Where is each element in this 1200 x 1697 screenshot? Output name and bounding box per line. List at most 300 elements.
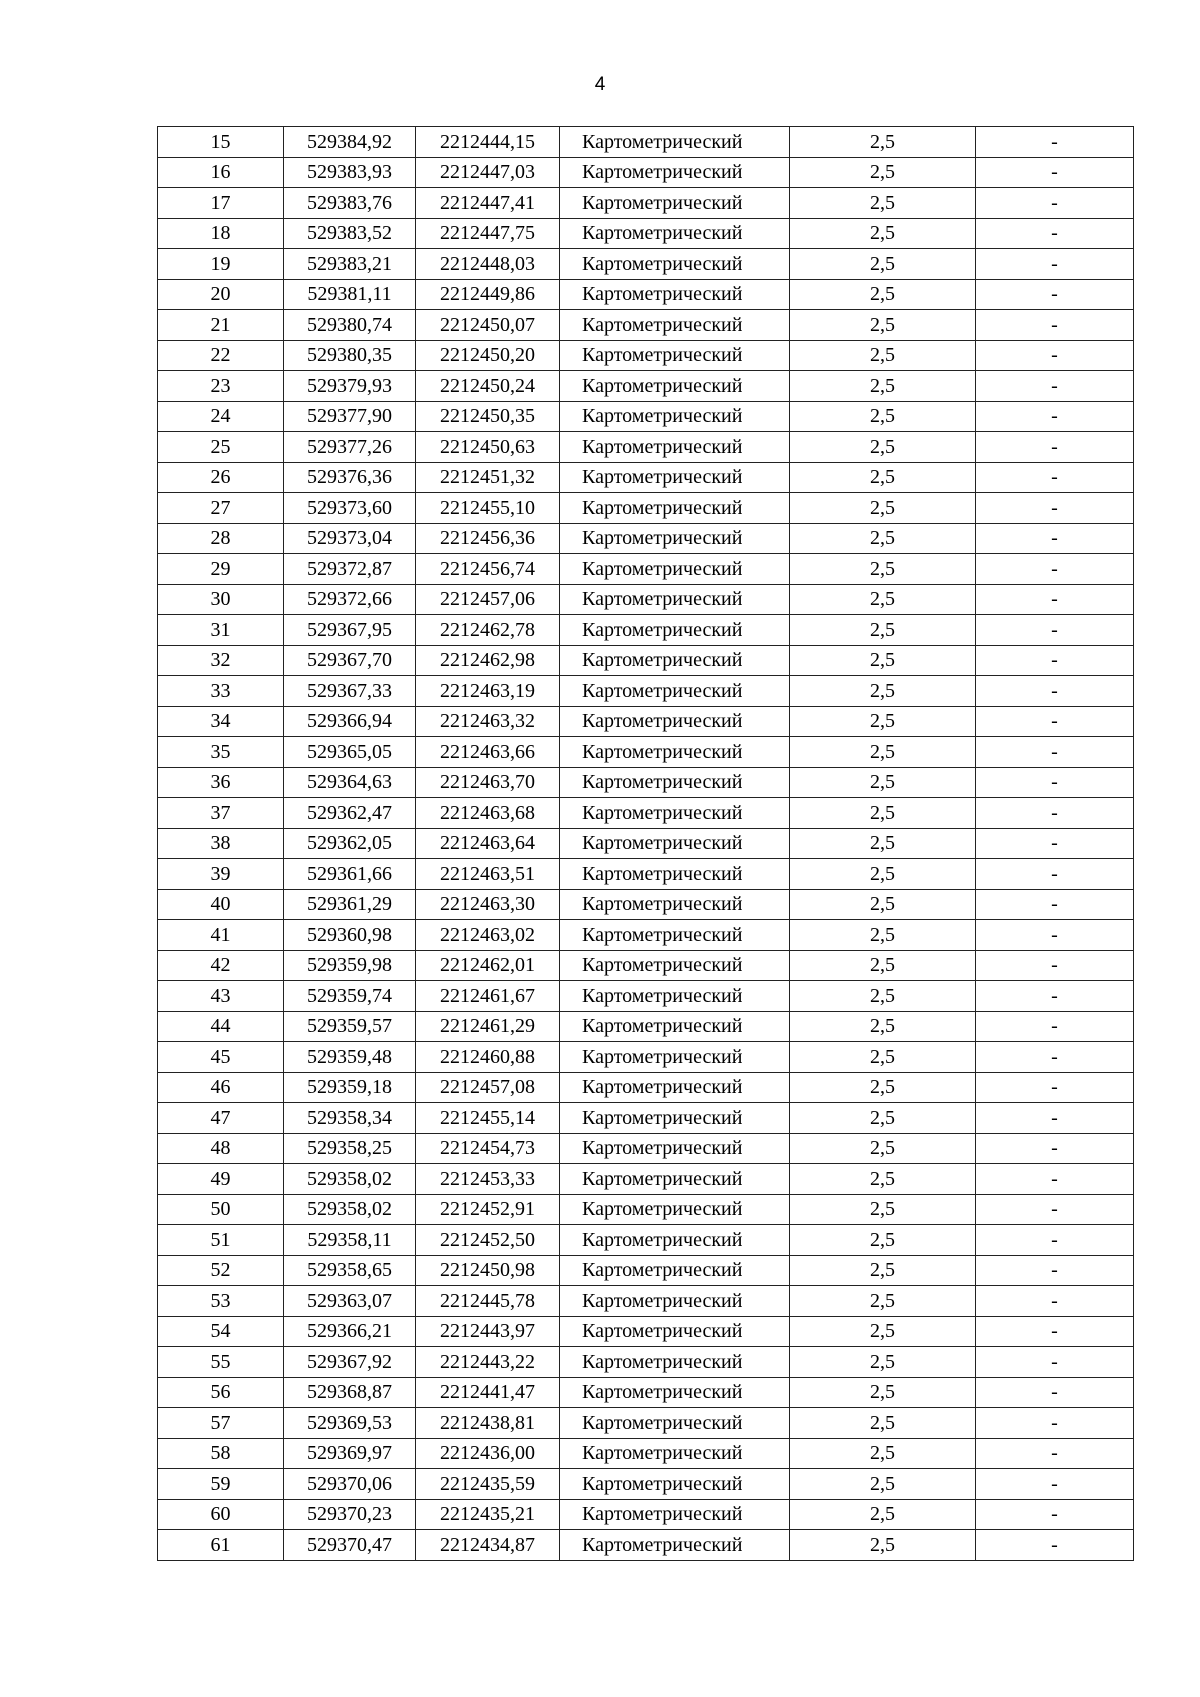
cell-x-coordinate: 529379,93 <box>284 371 416 402</box>
cell-y-coordinate: 2212452,50 <box>416 1225 560 1256</box>
cell-point-number: 31 <box>158 615 284 646</box>
cell-method: Картометрический <box>560 950 790 981</box>
table-row <box>158 1072 1134 1103</box>
cell-x-coordinate: 529365,05 <box>284 737 416 768</box>
cell-y-coordinate: 2212447,41 <box>416 188 560 219</box>
cell-method: Картометрический <box>560 1347 790 1378</box>
cell-note: - <box>976 1347 1134 1378</box>
table-row <box>158 1225 1134 1256</box>
cell-method: Картометрический <box>560 767 790 798</box>
cell-accuracy: 2,5 <box>790 1286 976 1317</box>
cell-note: - <box>976 767 1134 798</box>
cell-note: - <box>976 218 1134 249</box>
cell-accuracy: 2,5 <box>790 249 976 280</box>
cell-accuracy: 2,5 <box>790 1133 976 1164</box>
cell-x-coordinate: 529383,21 <box>284 249 416 280</box>
table-row <box>158 645 1134 676</box>
cell-y-coordinate: 2212450,20 <box>416 340 560 371</box>
cell-x-coordinate: 529366,21 <box>284 1316 416 1347</box>
cell-note: - <box>976 645 1134 676</box>
cell-y-coordinate: 2212463,68 <box>416 798 560 829</box>
cell-note: - <box>976 1377 1134 1408</box>
cell-accuracy: 2,5 <box>790 676 976 707</box>
cell-x-coordinate: 529366,94 <box>284 706 416 737</box>
cell-accuracy: 2,5 <box>790 401 976 432</box>
table-row <box>158 828 1134 859</box>
cell-note: - <box>976 371 1134 402</box>
cell-x-coordinate: 529381,11 <box>284 279 416 310</box>
cell-x-coordinate: 529359,98 <box>284 950 416 981</box>
table-row <box>158 1408 1134 1439</box>
cell-x-coordinate: 529358,25 <box>284 1133 416 1164</box>
cell-accuracy: 2,5 <box>790 1408 976 1439</box>
cell-note: - <box>976 1316 1134 1347</box>
cell-x-coordinate: 529372,87 <box>284 554 416 585</box>
cell-accuracy: 2,5 <box>790 1316 976 1347</box>
table-row <box>158 218 1134 249</box>
cell-accuracy: 2,5 <box>790 188 976 219</box>
cell-point-number: 23 <box>158 371 284 402</box>
table-row <box>158 188 1134 219</box>
cell-note: - <box>976 615 1134 646</box>
table-row <box>158 1164 1134 1195</box>
cell-note: - <box>976 1194 1134 1225</box>
cell-note: - <box>976 828 1134 859</box>
cell-point-number: 42 <box>158 950 284 981</box>
cell-y-coordinate: 2212436,00 <box>416 1438 560 1469</box>
cell-method: Картометрический <box>560 889 790 920</box>
cell-method: Картометрический <box>560 1072 790 1103</box>
cell-accuracy: 2,5 <box>790 218 976 249</box>
cell-y-coordinate: 2212457,06 <box>416 584 560 615</box>
cell-note: - <box>976 859 1134 890</box>
cell-method: Картометрический <box>560 1377 790 1408</box>
cell-point-number: 25 <box>158 432 284 463</box>
cell-note: - <box>976 1072 1134 1103</box>
cell-note: - <box>976 1164 1134 1195</box>
cell-point-number: 51 <box>158 1225 284 1256</box>
cell-note: - <box>976 493 1134 524</box>
cell-x-coordinate: 529359,57 <box>284 1011 416 1042</box>
cell-accuracy: 2,5 <box>790 950 976 981</box>
table-row <box>158 1255 1134 1286</box>
cell-point-number: 44 <box>158 1011 284 1042</box>
cell-point-number: 34 <box>158 706 284 737</box>
cell-x-coordinate: 529377,90 <box>284 401 416 432</box>
cell-y-coordinate: 2212452,91 <box>416 1194 560 1225</box>
cell-note: - <box>976 1103 1134 1134</box>
cell-note: - <box>976 1438 1134 1469</box>
cell-y-coordinate: 2212463,70 <box>416 767 560 798</box>
cell-accuracy: 2,5 <box>790 1469 976 1500</box>
cell-x-coordinate: 529367,33 <box>284 676 416 707</box>
cell-accuracy: 2,5 <box>790 432 976 463</box>
cell-accuracy: 2,5 <box>790 1255 976 1286</box>
table-row <box>158 1530 1134 1561</box>
cell-y-coordinate: 2212455,14 <box>416 1103 560 1134</box>
cell-point-number: 20 <box>158 279 284 310</box>
table-row <box>158 767 1134 798</box>
cell-accuracy: 2,5 <box>790 523 976 554</box>
cell-point-number: 28 <box>158 523 284 554</box>
cell-x-coordinate: 529362,05 <box>284 828 416 859</box>
cell-note: - <box>976 798 1134 829</box>
cell-method: Картометрический <box>560 828 790 859</box>
cell-accuracy: 2,5 <box>790 462 976 493</box>
cell-y-coordinate: 2212450,98 <box>416 1255 560 1286</box>
cell-x-coordinate: 529359,48 <box>284 1042 416 1073</box>
table-row <box>158 249 1134 280</box>
cell-y-coordinate: 2212462,01 <box>416 950 560 981</box>
cell-y-coordinate: 2212444,15 <box>416 127 560 158</box>
table-row <box>158 340 1134 371</box>
cell-y-coordinate: 2212441,47 <box>416 1377 560 1408</box>
table-row <box>158 1103 1134 1134</box>
cell-method: Картометрический <box>560 401 790 432</box>
cell-accuracy: 2,5 <box>790 1164 976 1195</box>
cell-note: - <box>976 950 1134 981</box>
cell-point-number: 48 <box>158 1133 284 1164</box>
cell-method: Картометрический <box>560 127 790 158</box>
cell-point-number: 56 <box>158 1377 284 1408</box>
cell-y-coordinate: 2212457,08 <box>416 1072 560 1103</box>
cell-point-number: 29 <box>158 554 284 585</box>
cell-point-number: 40 <box>158 889 284 920</box>
cell-note: - <box>976 279 1134 310</box>
cell-note: - <box>976 127 1134 158</box>
cell-method: Картометрический <box>560 188 790 219</box>
cell-note: - <box>976 676 1134 707</box>
cell-note: - <box>976 981 1134 1012</box>
cell-note: - <box>976 737 1134 768</box>
cell-method: Картометрический <box>560 1255 790 1286</box>
table-row <box>158 493 1134 524</box>
cell-accuracy: 2,5 <box>790 1194 976 1225</box>
cell-y-coordinate: 2212460,88 <box>416 1042 560 1073</box>
cell-method: Картометрический <box>560 340 790 371</box>
cell-x-coordinate: 529369,97 <box>284 1438 416 1469</box>
cell-y-coordinate: 2212447,75 <box>416 218 560 249</box>
cell-y-coordinate: 2212463,32 <box>416 706 560 737</box>
cell-x-coordinate: 529359,74 <box>284 981 416 1012</box>
cell-y-coordinate: 2212453,33 <box>416 1164 560 1195</box>
cell-accuracy: 2,5 <box>790 371 976 402</box>
cell-method: Картометрический <box>560 157 790 188</box>
cell-point-number: 26 <box>158 462 284 493</box>
cell-point-number: 19 <box>158 249 284 280</box>
cell-method: Картометрический <box>560 1164 790 1195</box>
cell-y-coordinate: 2212461,67 <box>416 981 560 1012</box>
cell-method: Картометрический <box>560 1408 790 1439</box>
cell-note: - <box>976 889 1134 920</box>
cell-y-coordinate: 2212435,21 <box>416 1499 560 1530</box>
cell-y-coordinate: 2212445,78 <box>416 1286 560 1317</box>
cell-method: Картометрический <box>560 1042 790 1073</box>
cell-accuracy: 2,5 <box>790 1103 976 1134</box>
cell-y-coordinate: 2212454,73 <box>416 1133 560 1164</box>
cell-y-coordinate: 2212456,36 <box>416 523 560 554</box>
cell-accuracy: 2,5 <box>790 279 976 310</box>
cell-accuracy: 2,5 <box>790 767 976 798</box>
cell-x-coordinate: 529383,52 <box>284 218 416 249</box>
cell-x-coordinate: 529372,66 <box>284 584 416 615</box>
cell-note: - <box>976 1499 1134 1530</box>
cell-method: Картометрический <box>560 554 790 585</box>
page-number: 4 <box>594 74 606 95</box>
cell-accuracy: 2,5 <box>790 615 976 646</box>
cell-method: Картометрический <box>560 737 790 768</box>
cell-note: - <box>976 584 1134 615</box>
cell-note: - <box>976 401 1134 432</box>
table-row <box>158 432 1134 463</box>
table-row <box>158 127 1134 158</box>
cell-point-number: 45 <box>158 1042 284 1073</box>
cell-note: - <box>976 157 1134 188</box>
cell-y-coordinate: 2212447,03 <box>416 157 560 188</box>
cell-accuracy: 2,5 <box>790 584 976 615</box>
cell-accuracy: 2,5 <box>790 1225 976 1256</box>
cell-x-coordinate: 529368,87 <box>284 1377 416 1408</box>
cell-y-coordinate: 2212451,32 <box>416 462 560 493</box>
cell-point-number: 46 <box>158 1072 284 1103</box>
cell-y-coordinate: 2212450,63 <box>416 432 560 463</box>
cell-point-number: 21 <box>158 310 284 341</box>
cell-point-number: 35 <box>158 737 284 768</box>
cell-y-coordinate: 2212448,03 <box>416 249 560 280</box>
cell-method: Картометрический <box>560 706 790 737</box>
cell-note: - <box>976 340 1134 371</box>
cell-x-coordinate: 529358,34 <box>284 1103 416 1134</box>
cell-y-coordinate: 2212463,30 <box>416 889 560 920</box>
cell-point-number: 60 <box>158 1499 284 1530</box>
cell-x-coordinate: 529361,29 <box>284 889 416 920</box>
cell-y-coordinate: 2212462,78 <box>416 615 560 646</box>
table-row <box>158 1347 1134 1378</box>
cell-y-coordinate: 2212450,24 <box>416 371 560 402</box>
table-row <box>158 889 1134 920</box>
cell-x-coordinate: 529360,98 <box>284 920 416 951</box>
cell-method: Картометрический <box>560 371 790 402</box>
table-row <box>158 310 1134 341</box>
cell-note: - <box>976 310 1134 341</box>
cell-accuracy: 2,5 <box>790 981 976 1012</box>
cell-point-number: 36 <box>158 767 284 798</box>
cell-point-number: 61 <box>158 1530 284 1561</box>
cell-point-number: 37 <box>158 798 284 829</box>
cell-accuracy: 2,5 <box>790 493 976 524</box>
cell-accuracy: 2,5 <box>790 1072 976 1103</box>
cell-point-number: 22 <box>158 340 284 371</box>
cell-y-coordinate: 2212456,74 <box>416 554 560 585</box>
cell-x-coordinate: 529384,92 <box>284 127 416 158</box>
cell-note: - <box>976 1408 1134 1439</box>
cell-note: - <box>976 188 1134 219</box>
cell-note: - <box>976 249 1134 280</box>
cell-method: Картометрический <box>560 1011 790 1042</box>
cell-note: - <box>976 523 1134 554</box>
cell-point-number: 17 <box>158 188 284 219</box>
cell-y-coordinate: 2212463,51 <box>416 859 560 890</box>
cell-method: Картометрический <box>560 279 790 310</box>
cell-point-number: 18 <box>158 218 284 249</box>
cell-method: Картометрический <box>560 676 790 707</box>
table-row <box>158 1133 1134 1164</box>
cell-y-coordinate: 2212449,86 <box>416 279 560 310</box>
table-row <box>158 1011 1134 1042</box>
cell-method: Картометрический <box>560 1194 790 1225</box>
cell-method: Картометрический <box>560 798 790 829</box>
table-row <box>158 737 1134 768</box>
cell-note: - <box>976 1469 1134 1500</box>
table-row <box>158 462 1134 493</box>
cell-x-coordinate: 529380,35 <box>284 340 416 371</box>
cell-x-coordinate: 529367,92 <box>284 1347 416 1378</box>
table-row <box>158 1469 1134 1500</box>
table-row <box>158 676 1134 707</box>
cell-note: - <box>976 462 1134 493</box>
cell-point-number: 59 <box>158 1469 284 1500</box>
cell-x-coordinate: 529370,06 <box>284 1469 416 1500</box>
cell-x-coordinate: 529370,23 <box>284 1499 416 1530</box>
cell-method: Картометрический <box>560 432 790 463</box>
cell-point-number: 15 <box>158 127 284 158</box>
cell-method: Картометрический <box>560 1469 790 1500</box>
cell-accuracy: 2,5 <box>790 1042 976 1073</box>
cell-accuracy: 2,5 <box>790 157 976 188</box>
table-row <box>158 1438 1134 1469</box>
cell-method: Картометрический <box>560 1530 790 1561</box>
cell-accuracy: 2,5 <box>790 737 976 768</box>
cell-x-coordinate: 529369,53 <box>284 1408 416 1439</box>
cell-accuracy: 2,5 <box>790 1377 976 1408</box>
cell-y-coordinate: 2212461,29 <box>416 1011 560 1042</box>
cell-method: Картометрический <box>560 584 790 615</box>
cell-note: - <box>976 1225 1134 1256</box>
cell-point-number: 32 <box>158 645 284 676</box>
table-row <box>158 920 1134 951</box>
cell-point-number: 39 <box>158 859 284 890</box>
cell-point-number: 33 <box>158 676 284 707</box>
cell-y-coordinate: 2212463,19 <box>416 676 560 707</box>
table-row <box>158 1194 1134 1225</box>
cell-method: Картометрический <box>560 310 790 341</box>
cell-accuracy: 2,5 <box>790 1011 976 1042</box>
cell-x-coordinate: 529380,74 <box>284 310 416 341</box>
cell-note: - <box>976 1133 1134 1164</box>
cell-x-coordinate: 529364,63 <box>284 767 416 798</box>
cell-accuracy: 2,5 <box>790 706 976 737</box>
cell-accuracy: 2,5 <box>790 310 976 341</box>
cell-y-coordinate: 2212438,81 <box>416 1408 560 1439</box>
cell-x-coordinate: 529363,07 <box>284 1286 416 1317</box>
table-row <box>158 371 1134 402</box>
cell-accuracy: 2,5 <box>790 1499 976 1530</box>
cell-method: Картометрический <box>560 981 790 1012</box>
cell-accuracy: 2,5 <box>790 828 976 859</box>
cell-x-coordinate: 529377,26 <box>284 432 416 463</box>
cell-method: Картометрический <box>560 1438 790 1469</box>
cell-note: - <box>976 1255 1134 1286</box>
cell-y-coordinate: 2212450,35 <box>416 401 560 432</box>
cell-note: - <box>976 432 1134 463</box>
cell-method: Картометрический <box>560 1499 790 1530</box>
cell-y-coordinate: 2212443,97 <box>416 1316 560 1347</box>
cell-point-number: 43 <box>158 981 284 1012</box>
cell-point-number: 47 <box>158 1103 284 1134</box>
cell-y-coordinate: 2212463,02 <box>416 920 560 951</box>
cell-accuracy: 2,5 <box>790 1347 976 1378</box>
table-row <box>158 584 1134 615</box>
table-row <box>158 523 1134 554</box>
table-row <box>158 798 1134 829</box>
cell-accuracy: 2,5 <box>790 889 976 920</box>
cell-point-number: 41 <box>158 920 284 951</box>
cell-method: Картометрический <box>560 1103 790 1134</box>
cell-x-coordinate: 529358,11 <box>284 1225 416 1256</box>
cell-note: - <box>976 706 1134 737</box>
cell-note: - <box>976 920 1134 951</box>
cell-point-number: 55 <box>158 1347 284 1378</box>
cell-y-coordinate: 2212463,64 <box>416 828 560 859</box>
cell-method: Картометрический <box>560 1225 790 1256</box>
cell-y-coordinate: 2212463,66 <box>416 737 560 768</box>
cell-accuracy: 2,5 <box>790 1530 976 1561</box>
table-row <box>158 1316 1134 1347</box>
cell-point-number: 16 <box>158 157 284 188</box>
cell-accuracy: 2,5 <box>790 340 976 371</box>
cell-method: Картометрический <box>560 493 790 524</box>
cell-accuracy: 2,5 <box>790 798 976 829</box>
cell-x-coordinate: 529383,76 <box>284 188 416 219</box>
cell-x-coordinate: 529359,18 <box>284 1072 416 1103</box>
table-row <box>158 279 1134 310</box>
table-row <box>158 157 1134 188</box>
cell-point-number: 49 <box>158 1164 284 1195</box>
cell-note: - <box>976 1530 1134 1561</box>
cell-method: Картометрический <box>560 645 790 676</box>
cell-method: Картометрический <box>560 218 790 249</box>
cell-x-coordinate: 529376,36 <box>284 462 416 493</box>
cell-accuracy: 2,5 <box>790 645 976 676</box>
cell-accuracy: 2,5 <box>790 127 976 158</box>
cell-point-number: 38 <box>158 828 284 859</box>
cell-x-coordinate: 529358,65 <box>284 1255 416 1286</box>
table-row <box>158 981 1134 1012</box>
coordinates-table-body <box>158 127 1134 1561</box>
table-row <box>158 1042 1134 1073</box>
table-row <box>158 615 1134 646</box>
coordinates-table <box>157 126 1134 1561</box>
cell-point-number: 30 <box>158 584 284 615</box>
cell-x-coordinate: 529373,04 <box>284 523 416 554</box>
cell-x-coordinate: 529361,66 <box>284 859 416 890</box>
cell-accuracy: 2,5 <box>790 859 976 890</box>
cell-method: Картометрический <box>560 1316 790 1347</box>
table-row <box>158 950 1134 981</box>
cell-x-coordinate: 529383,93 <box>284 157 416 188</box>
cell-method: Картометрический <box>560 523 790 554</box>
cell-point-number: 52 <box>158 1255 284 1286</box>
cell-accuracy: 2,5 <box>790 554 976 585</box>
cell-x-coordinate: 529367,70 <box>284 645 416 676</box>
cell-x-coordinate: 529358,02 <box>284 1164 416 1195</box>
cell-note: - <box>976 554 1134 585</box>
table-row <box>158 1499 1134 1530</box>
table-row <box>158 1377 1134 1408</box>
cell-accuracy: 2,5 <box>790 920 976 951</box>
cell-method: Картометрический <box>560 859 790 890</box>
cell-y-coordinate: 2212450,07 <box>416 310 560 341</box>
